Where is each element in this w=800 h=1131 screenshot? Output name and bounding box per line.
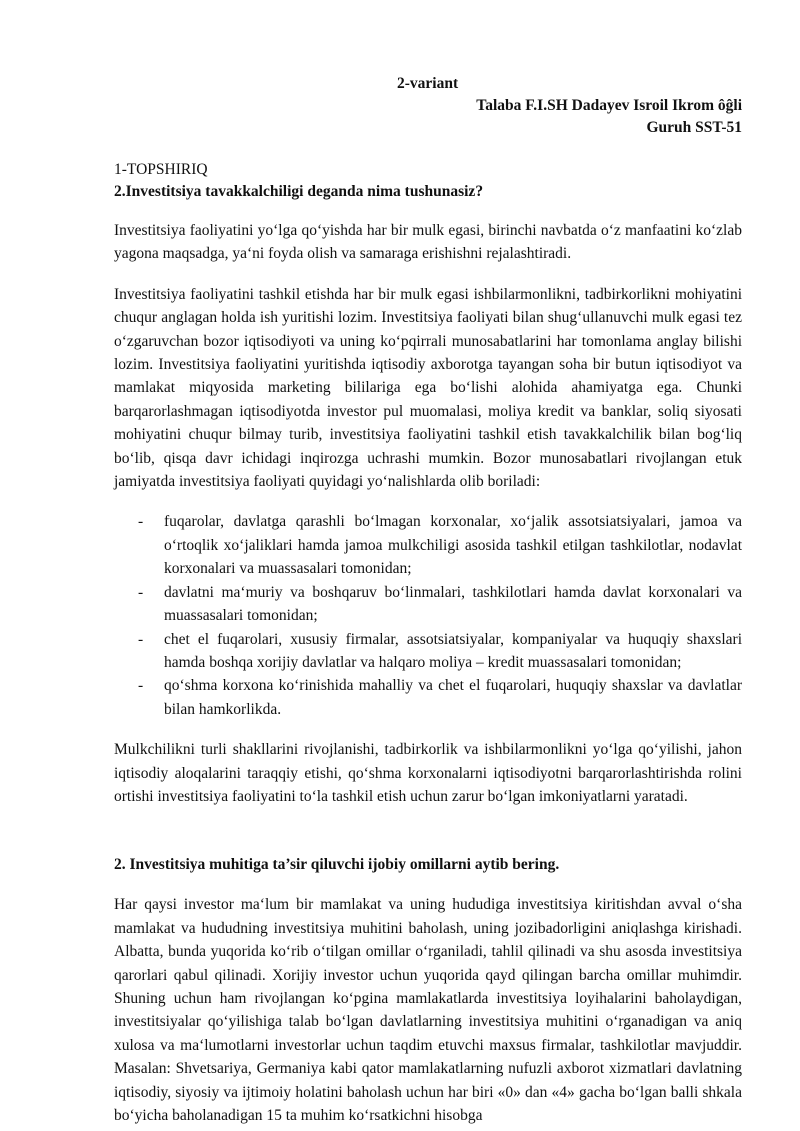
paragraph-closing: Mulkchilikni turli shakllarini rivojlanishi, tadbirkorlik va ishbilarmonlikni yo‘lga qo‘yilishi, jahon iqtisodiy aloqalarini taraqqiy etishi, qo‘shma korxonalarni iqtisodiyotni barqarorlashtirishda rolini ortishi investitsiya faoliyatini to‘la tashkil etish uchun zarur bo‘lgan imkoniyatlarni yaratadi. (114, 741, 742, 805)
dash-marker: - (138, 630, 144, 648)
paragraph-intro: Investitsiya faoliyatini yo‘lga qo‘yishda har bir mulk egasi, birinchi navbatda o‘z manfaatini ko‘zlab yagona maqsadga, ya‘ni foyda olish va samaraga erishishni rejalashtiradi. (114, 222, 742, 263)
paragraph-section-2: Har qaysi investor ma‘lum bir mamlakat va uning hududiga investitsiya kiritishdan avval o‘sha mamlakat va hududning investitsiya muhitini baholash, uning jozibadorligini aniqlashga kirishadi. Albatta, bunda yuqorida ko‘rib o‘tilgan omillar o‘rganiladi, tahlil qilinadi va shu asosda investitsiya qarorlari qabul qilinadi. Xorijiy investor uchun yuqorida qayd qilingan barcha omillar muhimdir. Shuning uchun ham rivojlangan ko‘pgina mamlakatlarda investitsiya loyihalarini baholaydigan, investitsiyalar qo‘yilishiga talab bo‘lgan davlatlarning investitsiya muhitini o‘rganadigan va aniq xulosa va ma‘lumotlarni investorlar uchun taqdim etuvchi maxsus firmalar, tashkilotlar mavjuddir. Masalan: Shvetsariya, Germaniya kabi qator mamlakatlarning nufuzli axborot xizmatlari davlatning iqtisodiy, siyosiy va ijtimoiy holatini baholash uchun har biri «0» dan «4» gacha bo‘lgan balli shkala bo‘yicha baholanadigan 15 ta muhim ko‘rsatkichni hisobga (114, 896, 742, 1124)
list-item-text: fuqarolar, davlatga qarashli bo‘lmagan korxonalar, xo‘jalik assotsiatsiyalari, jamoa va o‘rtoqlik xo‘jaliklari hamda jamoa mulkchiligi asosida tashkil etilgan tashkilotlar, nodavlat korxonalari va muassasalari tomonidan; (164, 513, 742, 578)
question-heading: 2.Investitsiya tavakkalchiligi deganda nima tushunasiz? (114, 183, 484, 200)
dash-marker: - (138, 513, 144, 531)
variant-label: 2-variant (397, 75, 459, 92)
dash-marker: - (138, 677, 144, 695)
list-item (114, 674, 742, 721)
list-item-text: chet el fuqarolari, xususiy firmalar, assotsiatsiyalar, kompaniyalar va huquqiy shaxslari hamda boshqa xorijiy davlatlar va halqaro moliya – kredit muassasalari tomonidan; (164, 630, 742, 671)
list-item (114, 581, 742, 628)
dash-marker: - (138, 583, 144, 601)
group-label: Guruh SST-51 (646, 119, 742, 136)
directions-list (114, 510, 742, 721)
section-2-heading: 2. Investitsiya muhitiga ta’sir qiluvchi ijobiy omillarni aytib bering. (114, 856, 560, 874)
document-page (114, 73, 742, 1127)
list-item (114, 628, 742, 675)
list-item-text: davlatni ma‘muriy va boshqaruv bo‘linmalari, tashkilotlari hamda davlat korxonalari va muassasalari tomonidan; (164, 583, 742, 625)
task-label: 1-TOPSHIRIQ (114, 161, 208, 178)
paragraph-main: Investitsiya faoliyatini tashkil etishda har bir mulk egasi ishbilarmonlikni, tadbirkorlikni mohiyatini chuqur anglagan holda ish yuritishi lozim. Investitsiya faoliyati bilan shug‘ullanuvchi mulk egasi tez o‘zgaruvchan bozor iqtisodiyoti va uning ko‘pqirrali munosabatlarini har tomonlama anglay bilishi lozim. Investitsiya faoliyatini yuritishda iqtisodiy axborotga tayangan soha bir butun iqtisodiyot va mamlakat miqyosida marketing bililariga ega bo‘lishi alohida ahamiyatga ega. Chunki barqarorlashmagan iqtisodiyotda investor pul muomalasi, moliya kredit va banklar, soliq siyosati mohiyatini chuqur bilmay turib, investitsiya faoliyatini tashkil etish tavakkalchilik bilan bog‘liq bo‘lib, qisqa davr ichidagi inqirozga uchrashi mumkin. Bozor munosabatlari rivojlangan etuk jamiyatda investitsiya faoliyati quyidagi yo‘nalishlarda olib boriladi: (114, 285, 742, 491)
student-name: Talaba F.I.SH Dadayev Isroil Ikrom ôĝli (476, 97, 742, 114)
list-item-text: qo‘shma korxona ko‘rinishida mahalliy va chet el fuqarolari, huquqiy shaxslar va davlatlar bilan hamkorlikda. (164, 677, 742, 718)
list-item (114, 510, 742, 580)
